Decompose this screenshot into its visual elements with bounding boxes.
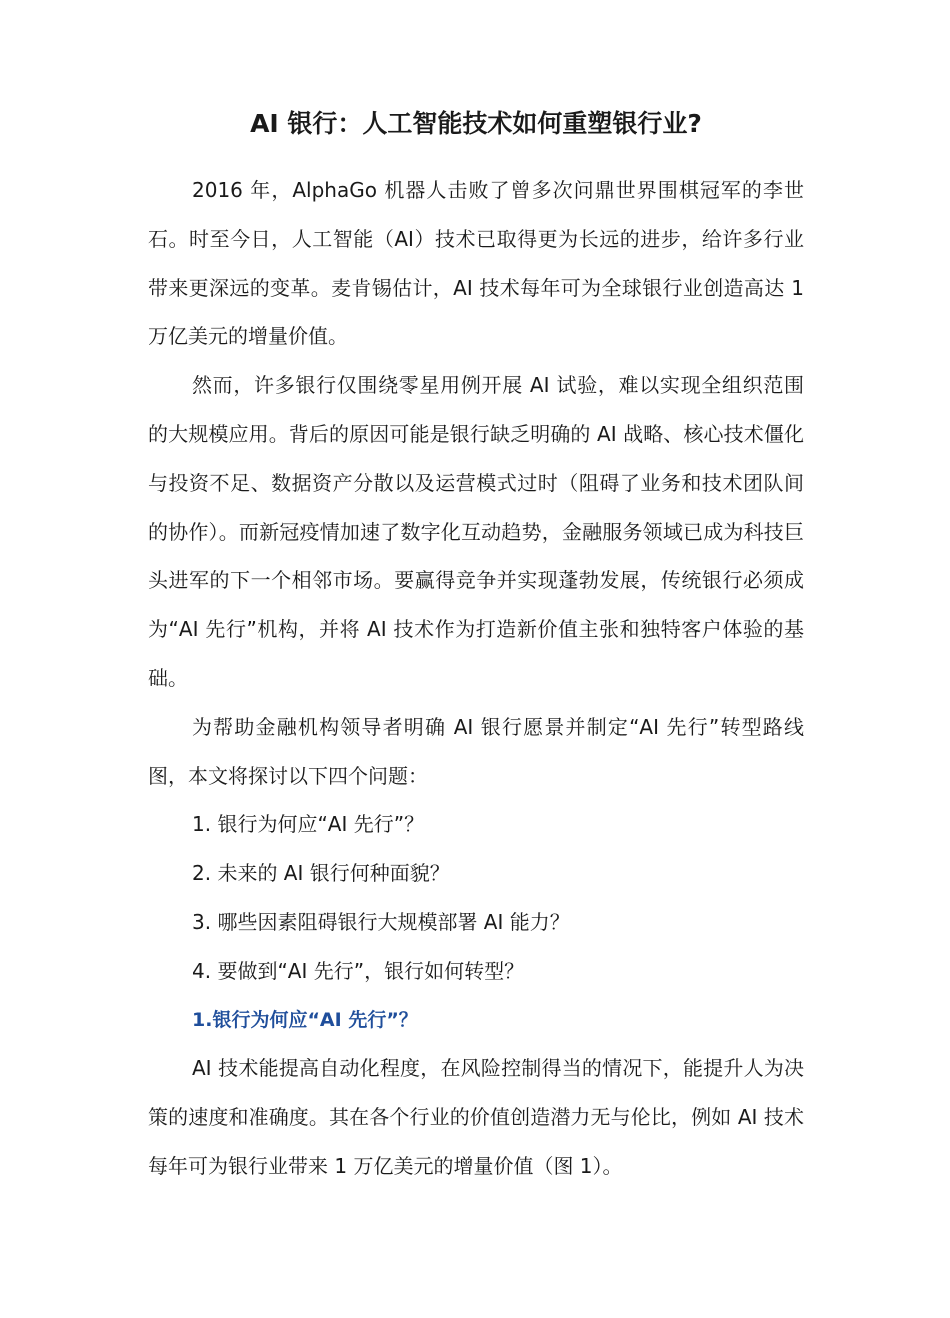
question-item-2: 2. 未来的 AI 银行何种面貌？ bbox=[192, 861, 450, 886]
question-item-4: 4. 要做到“AI 先行”，银行如何转型？ bbox=[192, 958, 525, 983]
document-body bbox=[148, 166, 804, 1191]
paragraph-intro: 2016 年，AlphaGo 机器人击败了曾多次问鼎世界围棋冠军的李世石。时至今日，人工智能（AI）技术已取得更为长远的进步，给许多行业带来更深远的变革。麦肯锡估计，AI 技术每年可为全球银行业创造高达 1 万亿美元的增量价值。 bbox=[148, 178, 804, 349]
question-item-1: 1. 银行为何应“AI 先行”？ bbox=[192, 812, 425, 837]
paragraph-challenges: 然而，许多银行仅围绕零星用例开展 AI 试验，难以实现全组织范围的大规模应用。背后的原因可能是银行缺乏明确的 AI 战略、核心技术僵化与投资不足、数据资产分散以及运营模式过时（阻碍了业务和技术团队间的协作）。而新冠疫情加速了数字化互动趋势，金融服务领域已成为科技巨头进军的下一个相邻市场。要赢得竞争并实现蓬勃发展，传统银行必须成为“AI 先行”机构，并将 AI 技术作为打造新价值主张和独特客户体验的基础。 bbox=[148, 373, 804, 690]
document-title: AI 银行：人工智能技术如何重塑银行业? bbox=[250, 109, 702, 138]
paragraph-value: AI 技术能提高自动化程度，在风险控制得当的情况下，能提升人为决策的速度和准确度。其在各个行业的价值创造潜力无与伦比，例如 AI 技术每年可为银行业带来 1 万亿美元的增量价值（图 1）。 bbox=[148, 1056, 804, 1178]
question-list bbox=[148, 800, 804, 995]
paragraph-purpose: 为帮助金融机构领导者明确 AI 银行愿景并制定“AI 先行”转型路线图，本文将探讨以下四个问题： bbox=[148, 714, 804, 788]
section-heading-1: 1.银行为何应“AI 先行”？ bbox=[192, 1008, 418, 1031]
question-item-3: 3. 哪些因素阻碍银行大规模部署 AI 能力？ bbox=[192, 909, 570, 934]
